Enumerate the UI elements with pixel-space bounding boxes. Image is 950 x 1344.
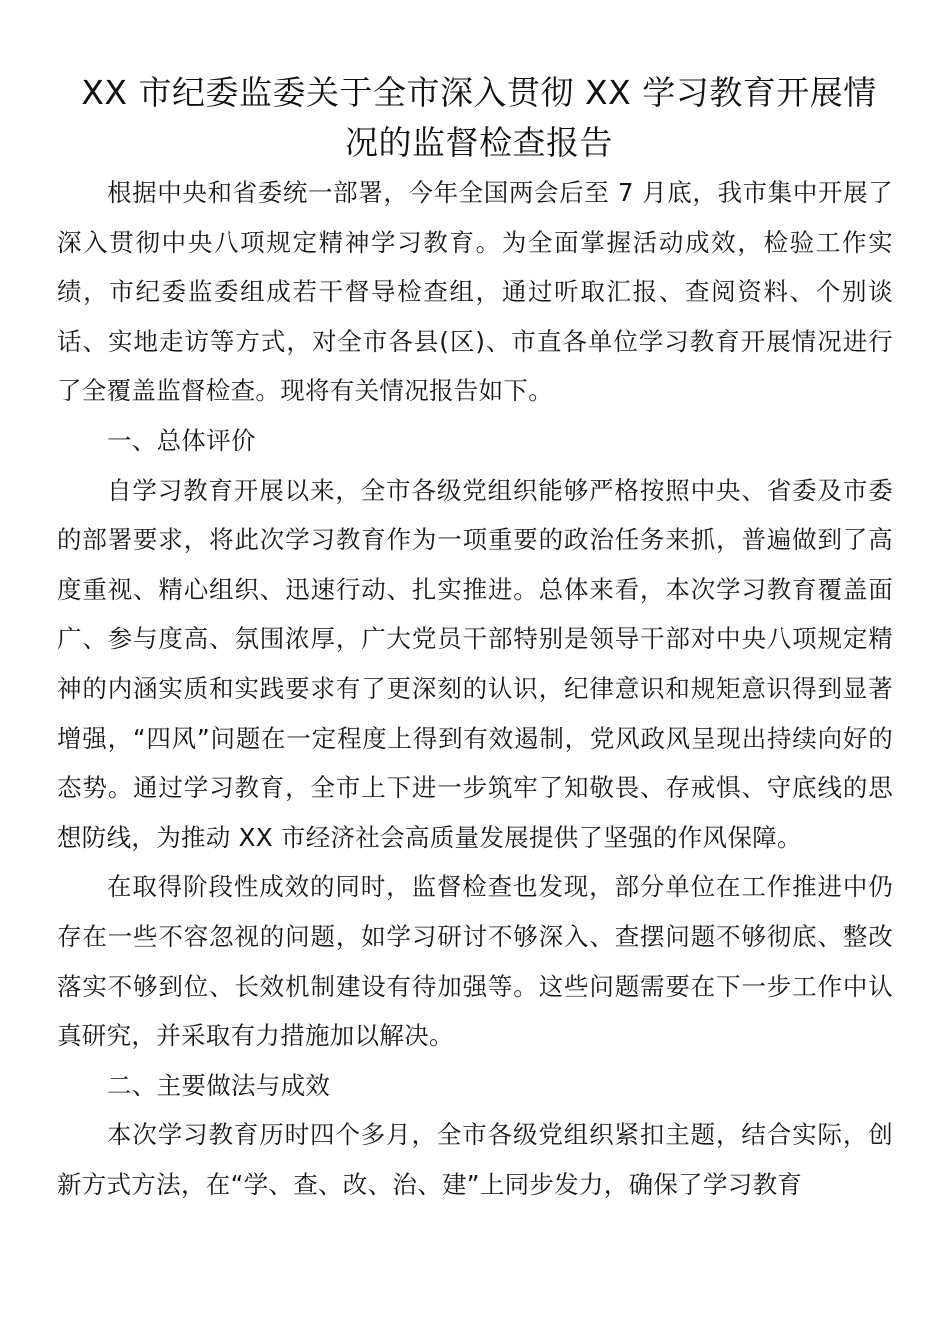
intro-paragraph: 根据中央和省委统一部署，今年全国两会后至 7 月底，我市集中开展了深入贯彻中央八项规定精神学习教育。为全面掌握活动成效，检验工作实绩，市纪委监委组成若干督导检查组，通过听取汇报、查阅资料、个别谈话、实地走访等方式，对全市各县(区)、市直各单位学习教育开展情况进行了全覆盖监督检查。现将有关情况报告如下。 — [57, 178, 893, 406]
section-heading-overall-evaluation: 一、总体评价 — [107, 425, 256, 455]
body-paragraph: 自学习教育开展以来，全市各级党组织能够严格按照中央、省委及市委的部署要求，将此次学习教育作为一项重要的政治任务来抓，普遍做到了高度重视、精心组织、迅速行动、扎实推进。总体来看，本次学习教育覆盖面广、参与度高、氛围浓厚，广大党员干部特别是领导干部对中央八项规定精神的内涵实质和实践要求有了更深刻的认识，纪律意识和规矩意识得到显著增强，“四风”问题在一定程度上得到有效遏制，党风政风呈现出持续向好的态势。通过学习教育，全市上下进一步筑牢了知敬畏、存戒惧、守底线的思想防线，为推动 XX 市经济社会高质量发展提供了坚强的作风保障。 — [57, 475, 893, 852]
body-paragraph: 在取得阶段性成效的同时，监督检查也发现，部分单位在工作推进中仍存在一些不容忽视的问题，如学习研讨不够深入、查摆问题不够彻底、整改落实不够到位、长效机制建设有待加强等。这些问题需要在下一步工作中认真研究，并采取有力措施加以解决。 — [57, 872, 893, 1051]
section-heading-main-practices: 二、主要做法与成效 — [107, 1070, 331, 1100]
body-paragraph: 本次学习教育历时四个多月，全市各级党组织紧扣主题，结合实际，创新方式方法，在“学、查、改、治、建”上同步发力，确保了学习教育 — [57, 1120, 893, 1199]
document-title: XX 市纪委监委关于全市深入贯彻 XX 学习教育开展情况的监督检查报告 — [81, 73, 877, 162]
document-page — [57, 68, 893, 1209]
